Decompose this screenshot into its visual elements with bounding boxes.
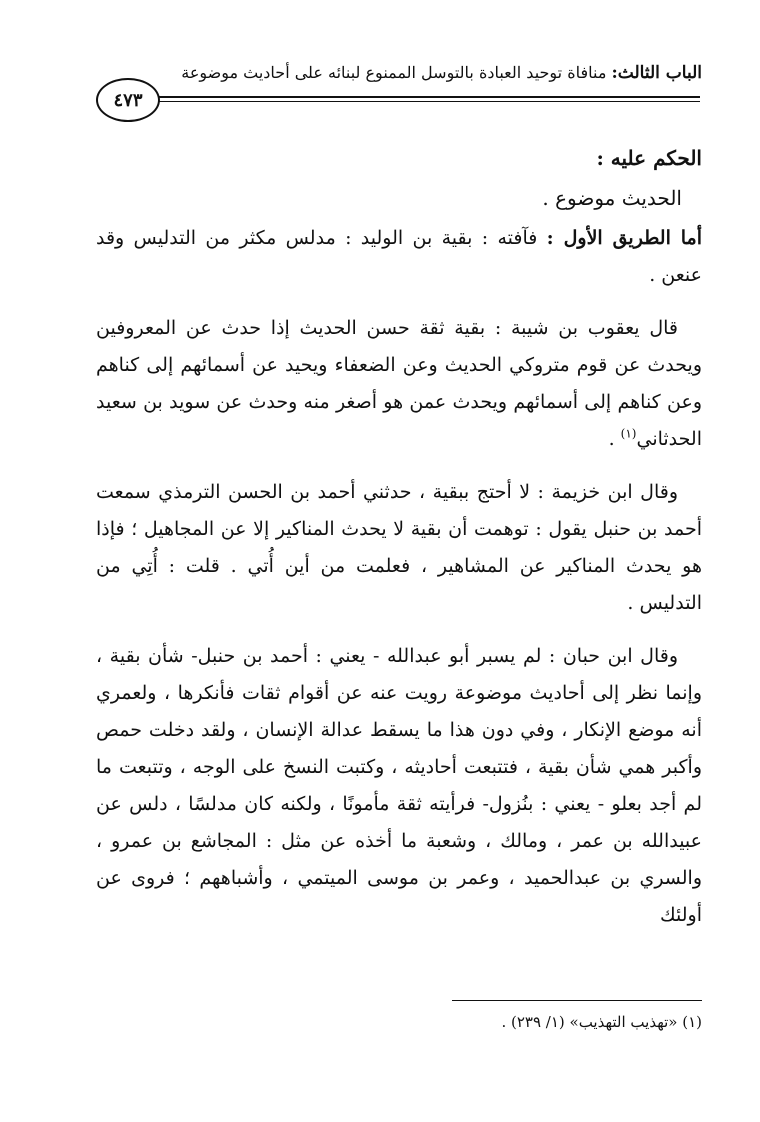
footnote-separator: [452, 1000, 702, 1001]
ruling-text: الحديث موضوع .: [542, 186, 682, 210]
chapter-title: منافاة توحيد العبادة بالتوسل الممنوع لبنائه على أحاديث موضوعة: [181, 63, 607, 82]
paragraph-yaqub: قال يعقوب بن شيبة : بقية ثقة حسن الحديث إذا حدث عن المعروفين ويحدث عن قوم متروكي الحديث وعن الضعفاء ويحيد عن أسمائهم إلى كناهم وعن كناهم إلى أسمائهم ويحدث عمن هو أصغر منه وحدث عن سويد بن سعيد الحدثاني$^{(١)}$ .: [96, 317, 702, 450]
chapter-label: الباب الثالث:: [611, 63, 702, 83]
page-number: ٤٧٣: [96, 78, 160, 122]
header-rule-thin: [150, 101, 700, 102]
footnote: (١) «تهذيب التهذيب» (١/ ٢٣٩) .: [501, 1013, 702, 1031]
main-text: [96, 138, 702, 934]
paragraph-ibn-khuzaymah: وقال ابن خزيمة : لا أحتج ببقية ، حدثني أحمد بن الحسن الترمذي سمعت أحمد بن حنبل يقول : توهمت أن بقية لا يحدث المناكير إلا عن المجاهيل ؛ فإذا هو يحدث المناكير عن المشاهير ، فعلمت من أين أُتي . قلت : أُتِي من التدليس .: [96, 481, 702, 614]
first-path-label: أما الطريق الأول :: [546, 227, 703, 249]
paragraph-yaqub-text: قال يعقوب بن شيبة : بقية ثقة حسن الحديث إذا حدث عن المعروفين ويحدث عن قوم متروكي الحديث وعن الضعفاء ويحيد عن أسمائهم إلى كناهم وعن كناهم إلى أسمائهم ويحدث عمن هو أصغر منه وحدث عن سويد بن سعيد الحدثاني: [96, 317, 702, 450]
paragraph-ibn-hibban: وقال ابن حبان : لم يسبر أبو عبدالله - يعني : أحمد بن حنبل- شأن بقية ، وإنما نظر إلى أحاديث موضوعة رويت عنه عن أقوام ثقات فأنكرها ، ولعمري أنه موضع الإنكار ، وفي دون هذا ما يسقط عدالة الإنسان ، ولقد دخلت حمص وأكبر همي شأن بقية ، فتتبعت أحاديثه ، وكتبت النسخ على الوجه ، وتتبعت ما لم أجد بعلو - يعني : بنُزول- فرأيته ثقة مأمونًا ، ولكنه كان مدلسًا ، دلس عن عبيدالله بن عمر ، ومالك ، وشعبة ما أخذه عن مثل : المجاشع بن عمرو ، والسري بن عبدالحميد ، وعمر بن موسى الميتمي ، وأشباههم ؛ فروى عن أولئك: [96, 645, 702, 926]
running-header: [96, 60, 702, 86]
first-path-paragraph: [96, 220, 702, 294]
footnote-reference[interactable]: (١): [620, 426, 637, 441]
first-path-text: فآفته : بقية بن الوليد : مدلس مكثر من التدليس وقد عنعن .: [96, 227, 702, 286]
header-rule: [150, 96, 700, 98]
ruling-heading: الحكم عليه :: [596, 146, 702, 170]
